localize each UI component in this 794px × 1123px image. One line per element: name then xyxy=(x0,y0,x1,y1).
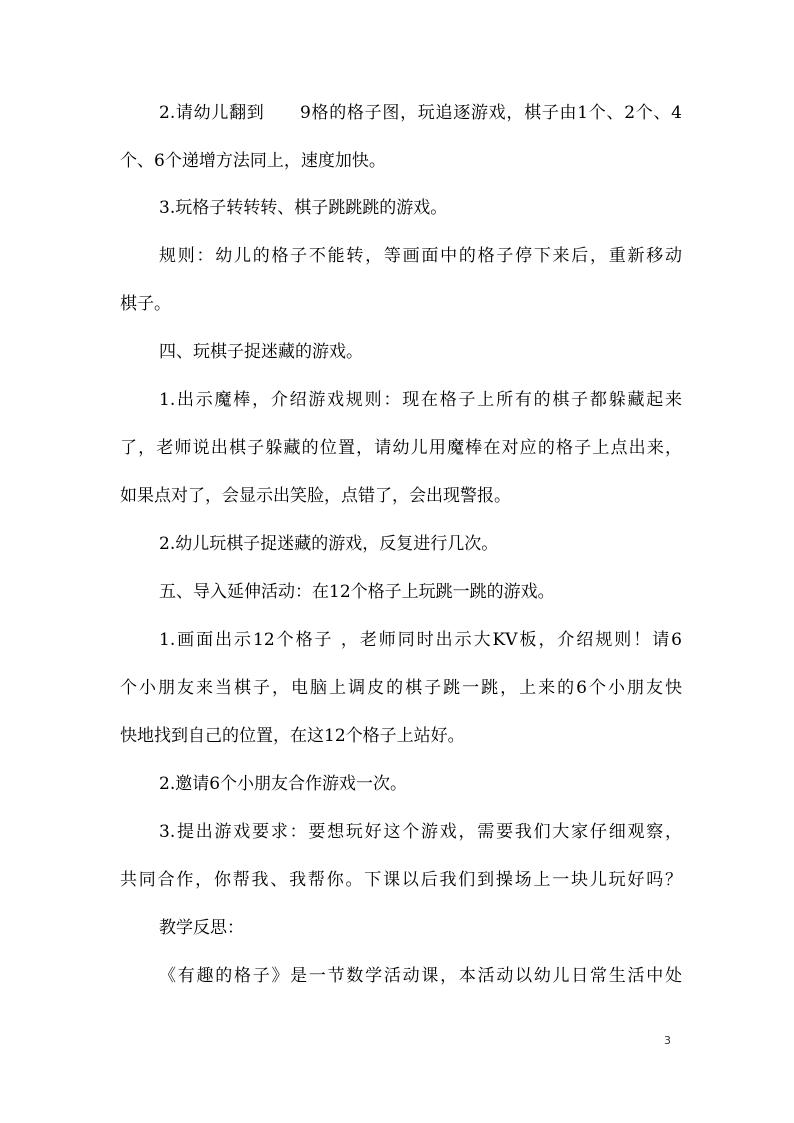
paragraph-line: 1.画面出示12个格子 ，老师同时出示大KV板，介绍规则！请6 xyxy=(159,630,682,650)
paragraph-line: 2.请幼儿翻到 9格的格子图，玩追逐游戏，棋子由1个、2个、4 xyxy=(159,103,682,123)
paragraph-line: 1.出示魔棒，介绍游戏规则：现在格子上所有的棋子都躲藏起来 xyxy=(159,390,682,410)
section-heading: 五、导入延伸活动：在12个格子上玩跳一跳的游戏。 xyxy=(159,582,555,602)
paragraph-line: 《有趣的格子》是一节数学活动课，本活动以幼儿日常生活中处 xyxy=(159,966,682,986)
paragraph-line: 3.提出游戏要求：要想玩好这个游戏，需要我们大家仔细观察， xyxy=(159,822,682,842)
page-number: 3 xyxy=(664,1034,671,1047)
paragraph-line: 如果点对了，会显示出笑脸，点错了，会出现警报。 xyxy=(120,486,511,506)
paragraph-line: 个小朋友来当棋子，电脑上调皮的棋子跳一跳，上来的6个小朋友快 xyxy=(120,678,682,698)
paragraph-line: 3.玩格子转转转、棋子跳跳跳的游戏。 xyxy=(159,198,448,218)
paragraph-line: 快地找到自己的位置，在这12个格子上站好。 xyxy=(120,726,465,746)
paragraph-line: 2.幼儿玩棋子捉迷藏的游戏，反复进行几次。 xyxy=(159,534,499,554)
paragraph-line: 共同合作，你帮我、我帮你。下课以后我们到操场上一块儿玩好吗？ xyxy=(120,870,682,890)
paragraph-line: 2.邀请6个小朋友合作游戏一次。 xyxy=(159,774,408,794)
section-heading: 教学反思： xyxy=(159,918,244,938)
paragraph-line: 个、6个递增方法同上，速度加快。 xyxy=(120,151,386,171)
paragraph-line: 棋子。 xyxy=(120,294,171,314)
paragraph-line: 规则：幼儿的格子不能转，等画面中的格子停下来后，重新移动 xyxy=(159,246,682,266)
paragraph-line: 了，老师说出棋子躲藏的位置，请幼儿用魔棒在对应的格子上点出来， xyxy=(120,438,682,458)
section-heading: 四、玩棋子捉迷藏的游戏。 xyxy=(159,342,363,362)
